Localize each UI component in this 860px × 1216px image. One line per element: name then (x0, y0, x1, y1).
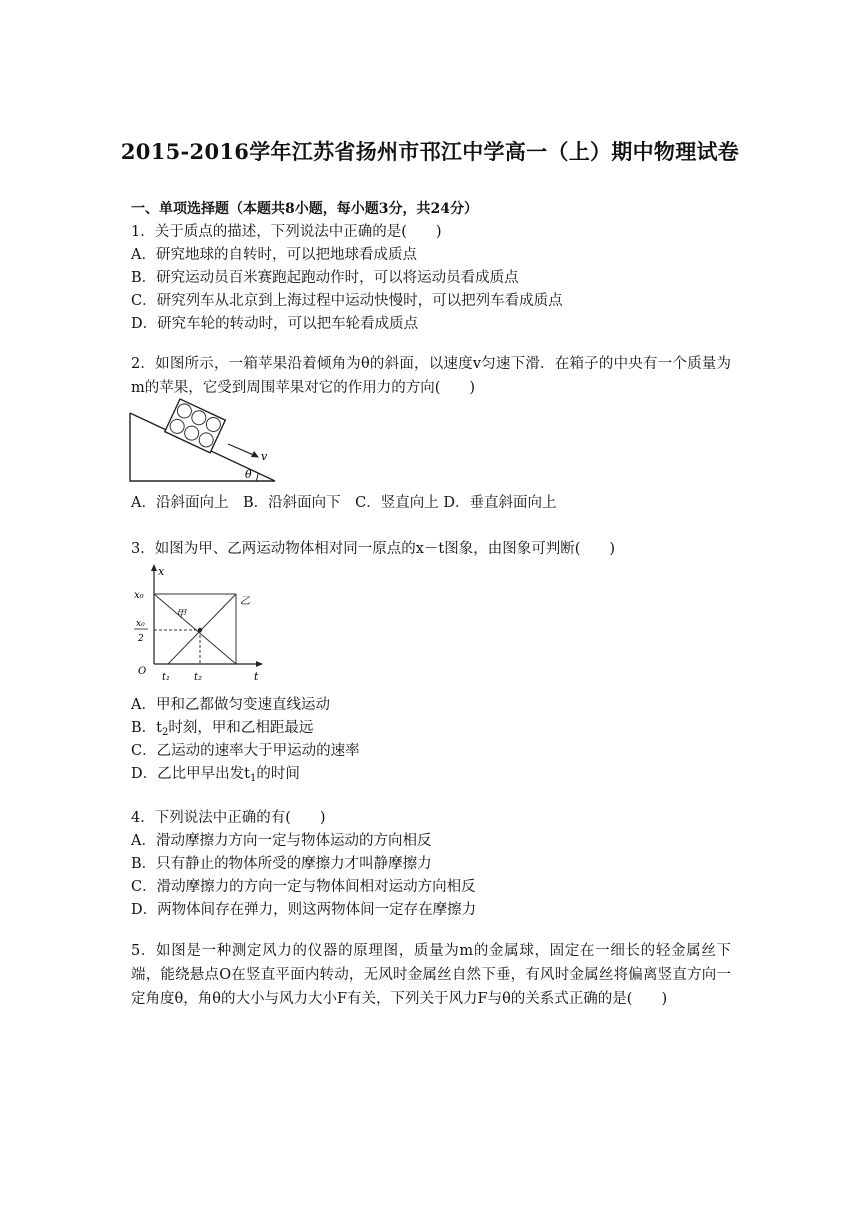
q1-stem: 1．关于质点的描述，下列说法中正确的是( ) (131, 224, 442, 240)
t-axis-label: t (254, 670, 259, 683)
q3-option-c: C．乙运动的速率大于甲运动的速率 (131, 743, 360, 759)
q3-option-b-sub: 2 (161, 727, 169, 738)
q4-option-a: A．滑动摩擦力方向一定与物体运动的方向相反 (131, 833, 432, 849)
q4-option-d: D．两物体间存在弹力，则这两物体间一定存在摩擦力 (131, 902, 477, 918)
q4-option-b: B．只有静止的物体所受的摩擦力才叫静摩擦力 (131, 856, 432, 872)
q5-stem: 5．如图是一种测定风力的仪器的原理图，质量为m的金属球，固定在一细长的轻金属丝下端，能绕悬点O在竖直平面内转动，无风时金属丝自然下垂，有风时金属丝将偏离竖直方向一定角度θ，角θ的大小与风力大小F有关，下列关于风力F与θ的关系式正确的是( ) (131, 943, 731, 1007)
incline-diagram (128, 398, 278, 484)
x0-label: x₀ (134, 590, 144, 601)
t1-label: t₁ (162, 672, 171, 683)
x-axis-label: x (158, 565, 165, 578)
q3-option-d-pre: D．乙比甲早出发t (131, 766, 250, 782)
q3-option-a: A．甲和乙都做匀变速直线运动 (131, 697, 330, 713)
origin-label: O (138, 666, 147, 677)
q4-stem: 4．下列说法中正确的有( ) (131, 810, 326, 826)
yi-label: 乙 (240, 596, 250, 607)
page-title: 2015-2016学年江苏省扬州市邗江中学高一（上）期中物理试卷 (120, 139, 740, 164)
q3-option-d (131, 762, 300, 783)
q1-option-b: B．研究运动员百米赛跑起跑动作时，可以将运动员看成质点 (131, 270, 519, 286)
q4-option-c: C．滑动摩擦力的方向一定与物体间相对运动方向相反 (131, 879, 476, 895)
q3-stem: 3．如图为甲、乙两运动物体相对同一原点的x－t图象，由图象可判断( ) (131, 541, 616, 557)
q2-stem: 2．如图所示，一箱苹果沿着倾角为θ的斜面，以速度v匀速下滑．在箱子的中央有一个质量为m的苹果，它受到周围苹果对它的作用力的方向( ) (131, 356, 731, 396)
q3-option-d-sub: 1 (249, 773, 257, 784)
q3-option-b-pre: B．t (131, 720, 162, 736)
section-heading: 一、单项选择题（本题共8小题，每小题3分，共24分） (131, 201, 478, 217)
x0-half-numerator: x₀ (136, 619, 145, 629)
q1-option-d: D．研究车轮的转动时，可以把车轮看成质点 (131, 316, 419, 332)
q1-option-c: C．研究列车从北京到上海过程中运动快慢时，可以把列车看成质点 (131, 293, 563, 309)
q3-option-d-post: 的时间 (256, 766, 300, 782)
q1-option-a: A．研究地球的自转时，可以把地球看成质点 (131, 247, 417, 263)
q2-options: A．沿斜面向上 B．沿斜面向下 C．竖直向上 D．垂直斜面向上 (131, 495, 557, 511)
t2-label: t₂ (194, 672, 203, 683)
q3-option-b (131, 716, 313, 737)
xt-graph (128, 562, 268, 686)
x0-half-denominator: 2 (138, 634, 144, 644)
velocity-label: v (261, 450, 268, 463)
q3-option-b-post: 时刻，甲和乙相距最远 (168, 720, 314, 736)
angle-label: θ (245, 468, 252, 481)
jia-label: 甲 (176, 609, 186, 620)
